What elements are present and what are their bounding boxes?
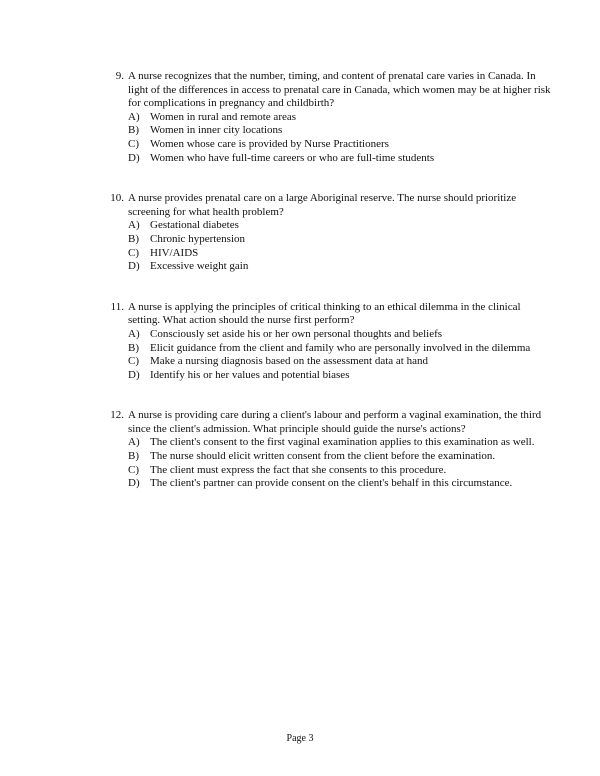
option-letter: C) (128, 463, 139, 476)
answer-option-c (128, 247, 553, 261)
question-9 (0, 70, 600, 165)
option-text: Make a nursing diagnosis based on the assessment data at hand (150, 355, 428, 368)
answer-option-c (128, 355, 553, 369)
option-letter: B) (128, 232, 139, 245)
question-number: 11. (110, 300, 124, 313)
question-10 (0, 192, 600, 274)
answer-option-b (128, 450, 553, 464)
question-number: 10. (110, 192, 124, 205)
option-text: The client's partner can provide consent on the client's behalf in this circumstance. (150, 477, 513, 490)
option-text: Gestational diabetes (150, 219, 239, 232)
option-letter: C) (128, 246, 139, 259)
option-letter: B) (128, 124, 139, 137)
question-stem: A nurse recognizes that the number, timing, and content of prenatal care varies in Canada. In light of the differences in access to prenatal care in Canada, which women may be at higher risk for complications in pregnancy and childbirth? (128, 70, 551, 110)
option-text: Excessive weight gain (150, 260, 249, 273)
option-text: Identify his or her values and potential biases (150, 368, 350, 381)
answer-option-a (128, 219, 553, 233)
answer-option-d (128, 477, 553, 491)
option-text: The client's consent to the first vaginal examination applies to this examination as well. (150, 436, 535, 449)
option-letter: B) (128, 450, 139, 463)
option-letter: A) (128, 219, 140, 232)
option-letter: D) (128, 151, 140, 164)
option-text: Elicit guidance from the client and family who are personally involved in the dilemma (150, 341, 531, 354)
option-text: Chronic hypertension (150, 232, 246, 245)
question-12 (0, 409, 600, 491)
question-list (0, 70, 600, 518)
answer-option-b (128, 233, 553, 247)
page-number: Page 3 (286, 733, 314, 744)
answer-option-a (128, 328, 553, 342)
option-letter: A) (128, 110, 140, 123)
option-letter: D) (128, 477, 140, 490)
option-text: Women in inner city locations (150, 124, 283, 137)
question-11 (0, 301, 600, 383)
option-text: Women whose care is provided by Nurse Practitioners (150, 137, 389, 150)
option-text: Women in rural and remote areas (150, 110, 297, 123)
option-letter: C) (128, 137, 139, 150)
question-number: 9. (115, 70, 124, 82)
option-letter: A) (128, 436, 140, 449)
option-letter: D) (128, 260, 140, 273)
option-letter: A) (128, 327, 140, 340)
option-text: Women who have full-time careers or who are full-time students (150, 151, 435, 164)
option-text: HIV/AIDS (150, 246, 199, 259)
answer-option-d (128, 152, 553, 166)
option-text: The client must express the fact that she consents to this procedure. (150, 463, 447, 476)
option-text: The nurse should elicit written consent from the client before the examination. (150, 450, 496, 463)
answer-option-c (128, 138, 553, 152)
answer-option-d (128, 369, 553, 383)
question-stem: A nurse provides prenatal care on a large Aboriginal reserve. The nurse should prioritize screening for what health problem? (128, 192, 517, 218)
question-number: 12. (110, 409, 124, 422)
option-letter: B) (128, 341, 139, 354)
answer-option-d (128, 260, 553, 274)
answer-option-b (128, 124, 553, 138)
question-stem: A nurse is applying the principles of critical thinking to an ethical dilemma in the clinical setting. What action should the nurse first perform? (128, 300, 521, 327)
page-footer (0, 732, 600, 746)
answer-option-b (128, 342, 553, 356)
option-letter: C) (128, 355, 139, 368)
answer-option-a (128, 111, 553, 125)
option-text: Consciously set aside his or her own personal thoughts and beliefs (150, 327, 443, 340)
option-letter: D) (128, 368, 140, 381)
answer-option-c (128, 464, 553, 478)
question-stem: A nurse is providing care during a client's labour and perform a vaginal examination, the third since the client's admission. What principle should guide the nurse's actions? (128, 409, 542, 435)
answer-option-a (128, 436, 553, 450)
